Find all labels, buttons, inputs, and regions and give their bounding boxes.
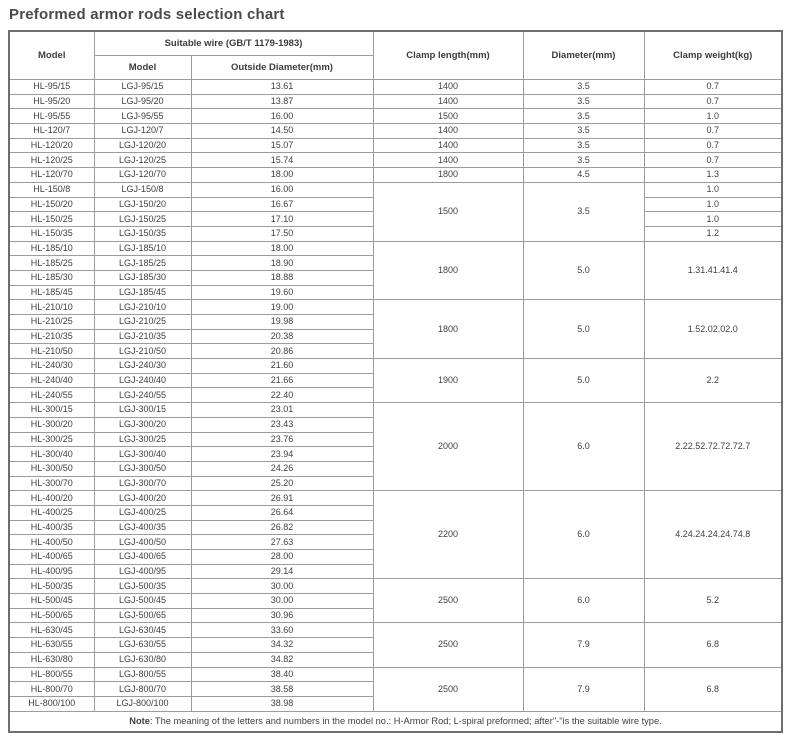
- outside-diameter-cell: 30.96: [191, 608, 373, 623]
- model-cell: HL-120/70: [9, 168, 94, 183]
- model-cell: HL-210/50: [9, 344, 94, 359]
- note-row: [9, 711, 782, 732]
- outside-diameter-cell: 23.94: [191, 447, 373, 462]
- wire-model-cell: LGJ-300/20: [94, 417, 191, 432]
- wire-model-cell: LGJ-300/15: [94, 403, 191, 418]
- model-cell: HL-300/25: [9, 432, 94, 447]
- outside-diameter-cell: 34.32: [191, 638, 373, 653]
- table-row: [9, 182, 782, 197]
- armor-rods-selection-table: [8, 30, 783, 733]
- diameter-cell: 3.5: [523, 182, 644, 241]
- table-row: [9, 579, 782, 594]
- wire-model-cell: LGJ-400/65: [94, 550, 191, 565]
- diameter-cell: 3.5: [523, 109, 644, 124]
- model-cell: HL-800/55: [9, 667, 94, 682]
- table-row: [9, 623, 782, 638]
- outside-diameter-cell: 29.14: [191, 564, 373, 579]
- model-cell: HL-210/35: [9, 329, 94, 344]
- outside-diameter-cell: 18.88: [191, 270, 373, 285]
- model-cell: HL-150/35: [9, 226, 94, 241]
- model-cell: HL-185/10: [9, 241, 94, 256]
- diameter-cell: 3.5: [523, 153, 644, 168]
- clamp-weight-cell: 0.7: [644, 153, 782, 168]
- model-cell: HL-300/40: [9, 447, 94, 462]
- model-cell: HL-400/50: [9, 535, 94, 550]
- clamp-weight-cell: 1.31.41.41.4: [644, 241, 782, 300]
- model-cell: HL-185/45: [9, 285, 94, 300]
- clamp-length-cell: 2500: [373, 623, 523, 667]
- clamp-length-cell: 2200: [373, 491, 523, 579]
- model-cell: HL-800/100: [9, 696, 94, 711]
- col-header-outside-diameter: Outside Diameter(mm): [191, 56, 373, 80]
- outside-diameter-cell: 15.74: [191, 153, 373, 168]
- diameter-cell: 6.0: [523, 579, 644, 623]
- clamp-weight-cell: 1.2: [644, 226, 782, 241]
- wire-model-cell: LGJ-400/20: [94, 491, 191, 506]
- table-row: [9, 300, 782, 315]
- model-cell: HL-500/45: [9, 594, 94, 609]
- table-row: [9, 667, 782, 682]
- outside-diameter-cell: 26.91: [191, 491, 373, 506]
- wire-model-cell: LGJ-95/55: [94, 109, 191, 124]
- wire-model-cell: LGJ-185/10: [94, 241, 191, 256]
- outside-diameter-cell: 23.43: [191, 417, 373, 432]
- col-header-model: Model: [9, 31, 94, 80]
- table-row: [9, 124, 782, 139]
- outside-diameter-cell: 22.40: [191, 388, 373, 403]
- table-header: [9, 31, 782, 80]
- clamp-length-cell: 1400: [373, 124, 523, 139]
- outside-diameter-cell: 38.58: [191, 682, 373, 697]
- wire-model-cell: LGJ-630/45: [94, 623, 191, 638]
- wire-model-cell: LGJ-210/50: [94, 344, 191, 359]
- col-header-wire-model: Model: [94, 56, 191, 80]
- wire-model-cell: LGJ-300/40: [94, 447, 191, 462]
- diameter-cell: 7.9: [523, 667, 644, 711]
- model-cell: HL-630/55: [9, 638, 94, 653]
- diameter-cell: 4.5: [523, 168, 644, 183]
- wire-model-cell: LGJ-150/8: [94, 182, 191, 197]
- model-cell: HL-95/15: [9, 80, 94, 95]
- wire-model-cell: LGJ-150/35: [94, 226, 191, 241]
- model-cell: HL-150/20: [9, 197, 94, 212]
- clamp-weight-cell: 4.24.24.24.24.74.8: [644, 491, 782, 579]
- outside-diameter-cell: 30.00: [191, 594, 373, 609]
- wire-model-cell: LGJ-630/80: [94, 652, 191, 667]
- wire-model-cell: LGJ-185/45: [94, 285, 191, 300]
- clamp-weight-cell: 0.7: [644, 80, 782, 95]
- diameter-cell: 3.5: [523, 124, 644, 139]
- outside-diameter-cell: 27.63: [191, 535, 373, 550]
- model-cell: HL-800/70: [9, 682, 94, 697]
- table-body: [9, 80, 782, 712]
- clamp-length-cell: 1900: [373, 359, 523, 403]
- clamp-length-cell: 1800: [373, 168, 523, 183]
- clamp-weight-cell: 2.2: [644, 359, 782, 403]
- wire-model-cell: LGJ-400/95: [94, 564, 191, 579]
- outside-diameter-cell: 33.60: [191, 623, 373, 638]
- table-footer: [9, 711, 782, 732]
- wire-model-cell: LGJ-240/40: [94, 373, 191, 388]
- table-row: [9, 168, 782, 183]
- model-cell: HL-300/15: [9, 403, 94, 418]
- model-cell: HL-120/7: [9, 124, 94, 139]
- note-label: Note: [129, 716, 150, 727]
- wire-model-cell: LGJ-400/50: [94, 535, 191, 550]
- col-header-suitable-wire: Suitable wire (GB/T 1179-1983): [94, 31, 373, 56]
- outside-diameter-cell: 26.82: [191, 520, 373, 535]
- wire-model-cell: LGJ-95/15: [94, 80, 191, 95]
- clamp-length-cell: 1500: [373, 109, 523, 124]
- wire-model-cell: LGJ-185/25: [94, 256, 191, 271]
- clamp-weight-cell: 1.0: [644, 182, 782, 197]
- diameter-cell: 7.9: [523, 623, 644, 667]
- model-cell: HL-400/95: [9, 564, 94, 579]
- outside-diameter-cell: 30.00: [191, 579, 373, 594]
- diameter-cell: 6.0: [523, 403, 644, 491]
- model-cell: HL-210/25: [9, 315, 94, 330]
- outside-diameter-cell: 20.38: [191, 329, 373, 344]
- wire-model-cell: LGJ-500/65: [94, 608, 191, 623]
- wire-model-cell: LGJ-400/25: [94, 505, 191, 520]
- clamp-weight-cell: 1.0: [644, 197, 782, 212]
- wire-model-cell: LGJ-300/50: [94, 461, 191, 476]
- outside-diameter-cell: 16.67: [191, 197, 373, 212]
- outside-diameter-cell: 17.10: [191, 212, 373, 227]
- wire-model-cell: LGJ-300/25: [94, 432, 191, 447]
- wire-model-cell: LGJ-240/55: [94, 388, 191, 403]
- outside-diameter-cell: 18.00: [191, 241, 373, 256]
- clamp-weight-cell: 1.0: [644, 212, 782, 227]
- note-text: : The meaning of the letters and numbers in the model no.: H-Armor Rod; L-spiral preformed; after"-"is the suitable wire type.: [149, 716, 662, 727]
- table-row: [9, 153, 782, 168]
- wire-model-cell: LGJ-150/25: [94, 212, 191, 227]
- outside-diameter-cell: 25.20: [191, 476, 373, 491]
- outside-diameter-cell: 16.00: [191, 182, 373, 197]
- outside-diameter-cell: 28.00: [191, 550, 373, 565]
- outside-diameter-cell: 38.98: [191, 696, 373, 711]
- clamp-weight-cell: 2.22.52.72.72.72.7: [644, 403, 782, 491]
- model-cell: HL-240/55: [9, 388, 94, 403]
- clamp-weight-cell: 0.7: [644, 138, 782, 153]
- clamp-weight-cell: 1.0: [644, 109, 782, 124]
- model-cell: HL-150/25: [9, 212, 94, 227]
- outside-diameter-cell: 18.00: [191, 168, 373, 183]
- outside-diameter-cell: 23.01: [191, 403, 373, 418]
- table-row: [9, 241, 782, 256]
- wire-model-cell: LGJ-120/7: [94, 124, 191, 139]
- model-cell: HL-240/30: [9, 359, 94, 374]
- outside-diameter-cell: 17.50: [191, 226, 373, 241]
- table-row: [9, 403, 782, 418]
- model-cell: HL-630/80: [9, 652, 94, 667]
- model-cell: HL-120/25: [9, 153, 94, 168]
- diameter-cell: 3.5: [523, 94, 644, 109]
- model-cell: HL-400/20: [9, 491, 94, 506]
- model-cell: HL-400/35: [9, 520, 94, 535]
- wire-model-cell: LGJ-120/25: [94, 153, 191, 168]
- outside-diameter-cell: 20.86: [191, 344, 373, 359]
- wire-model-cell: LGJ-120/20: [94, 138, 191, 153]
- page-title: Preformed armor rods selection chart: [9, 6, 285, 23]
- outside-diameter-cell: 18.90: [191, 256, 373, 271]
- outside-diameter-cell: 14.50: [191, 124, 373, 139]
- clamp-length-cell: 2500: [373, 667, 523, 711]
- diameter-cell: 5.0: [523, 359, 644, 403]
- model-cell: HL-95/20: [9, 94, 94, 109]
- diameter-cell: 6.0: [523, 491, 644, 579]
- wire-model-cell: LGJ-630/55: [94, 638, 191, 653]
- wire-model-cell: LGJ-210/25: [94, 315, 191, 330]
- model-cell: HL-95/55: [9, 109, 94, 124]
- model-cell: HL-210/10: [9, 300, 94, 315]
- note-cell: [9, 711, 782, 732]
- clamp-weight-cell: 0.7: [644, 94, 782, 109]
- wire-model-cell: LGJ-400/35: [94, 520, 191, 535]
- clamp-length-cell: 1800: [373, 300, 523, 359]
- clamp-length-cell: 1400: [373, 94, 523, 109]
- diameter-cell: 3.5: [523, 80, 644, 95]
- diameter-cell: 3.5: [523, 138, 644, 153]
- outside-diameter-cell: 34.82: [191, 652, 373, 667]
- table-row: [9, 138, 782, 153]
- model-cell: HL-185/30: [9, 270, 94, 285]
- model-cell: HL-185/25: [9, 256, 94, 271]
- clamp-length-cell: 1800: [373, 241, 523, 300]
- diameter-cell: 5.0: [523, 241, 644, 300]
- wire-model-cell: LGJ-120/70: [94, 168, 191, 183]
- wire-model-cell: LGJ-300/70: [94, 476, 191, 491]
- wire-model-cell: LGJ-500/45: [94, 594, 191, 609]
- model-cell: HL-150/8: [9, 182, 94, 197]
- model-cell: HL-500/65: [9, 608, 94, 623]
- col-header-clamp-weight: Clamp weight(kg): [644, 31, 782, 80]
- outside-diameter-cell: 13.61: [191, 80, 373, 95]
- wire-model-cell: LGJ-500/35: [94, 579, 191, 594]
- model-cell: HL-400/25: [9, 505, 94, 520]
- outside-diameter-cell: 24.26: [191, 461, 373, 476]
- outside-diameter-cell: 19.60: [191, 285, 373, 300]
- clamp-weight-cell: 6.8: [644, 667, 782, 711]
- outside-diameter-cell: 13.87: [191, 94, 373, 109]
- clamp-length-cell: 2500: [373, 579, 523, 623]
- col-header-clamp-length: Clamp length(mm): [373, 31, 523, 80]
- model-cell: HL-300/20: [9, 417, 94, 432]
- model-cell: HL-300/50: [9, 461, 94, 476]
- table-row: [9, 491, 782, 506]
- col-header-diameter: Diameter(mm): [523, 31, 644, 80]
- outside-diameter-cell: 21.60: [191, 359, 373, 374]
- model-cell: HL-240/40: [9, 373, 94, 388]
- model-cell: HL-630/45: [9, 623, 94, 638]
- model-cell: HL-120/20: [9, 138, 94, 153]
- clamp-length-cell: 1400: [373, 138, 523, 153]
- clamp-length-cell: 1400: [373, 80, 523, 95]
- clamp-weight-cell: 0.7: [644, 124, 782, 139]
- clamp-length-cell: 1500: [373, 182, 523, 241]
- clamp-weight-cell: 1.3: [644, 168, 782, 183]
- clamp-weight-cell: 1.52.02.02.0: [644, 300, 782, 359]
- header-row-1: [9, 31, 782, 56]
- model-cell: HL-500/35: [9, 579, 94, 594]
- wire-model-cell: LGJ-240/30: [94, 359, 191, 374]
- clamp-length-cell: 2000: [373, 403, 523, 491]
- model-cell: HL-300/70: [9, 476, 94, 491]
- table-row: [9, 94, 782, 109]
- table-row: [9, 359, 782, 374]
- wire-model-cell: LGJ-210/10: [94, 300, 191, 315]
- diameter-cell: 5.0: [523, 300, 644, 359]
- wire-model-cell: LGJ-800/55: [94, 667, 191, 682]
- wire-model-cell: LGJ-185/30: [94, 270, 191, 285]
- wire-model-cell: LGJ-150/20: [94, 197, 191, 212]
- outside-diameter-cell: 21.66: [191, 373, 373, 388]
- outside-diameter-cell: 38.40: [191, 667, 373, 682]
- table-row: [9, 109, 782, 124]
- outside-diameter-cell: 23.76: [191, 432, 373, 447]
- clamp-weight-cell: 5.2: [644, 579, 782, 623]
- outside-diameter-cell: 26.64: [191, 505, 373, 520]
- outside-diameter-cell: 19.98: [191, 315, 373, 330]
- table-row: [9, 80, 782, 95]
- outside-diameter-cell: 15.07: [191, 138, 373, 153]
- wire-model-cell: LGJ-95/20: [94, 94, 191, 109]
- outside-diameter-cell: 19.00: [191, 300, 373, 315]
- wire-model-cell: LGJ-800/70: [94, 682, 191, 697]
- model-cell: HL-400/65: [9, 550, 94, 565]
- clamp-weight-cell: 6.8: [644, 623, 782, 667]
- clamp-length-cell: 1400: [373, 153, 523, 168]
- outside-diameter-cell: 16.00: [191, 109, 373, 124]
- wire-model-cell: LGJ-210/35: [94, 329, 191, 344]
- wire-model-cell: LGJ-800/100: [94, 696, 191, 711]
